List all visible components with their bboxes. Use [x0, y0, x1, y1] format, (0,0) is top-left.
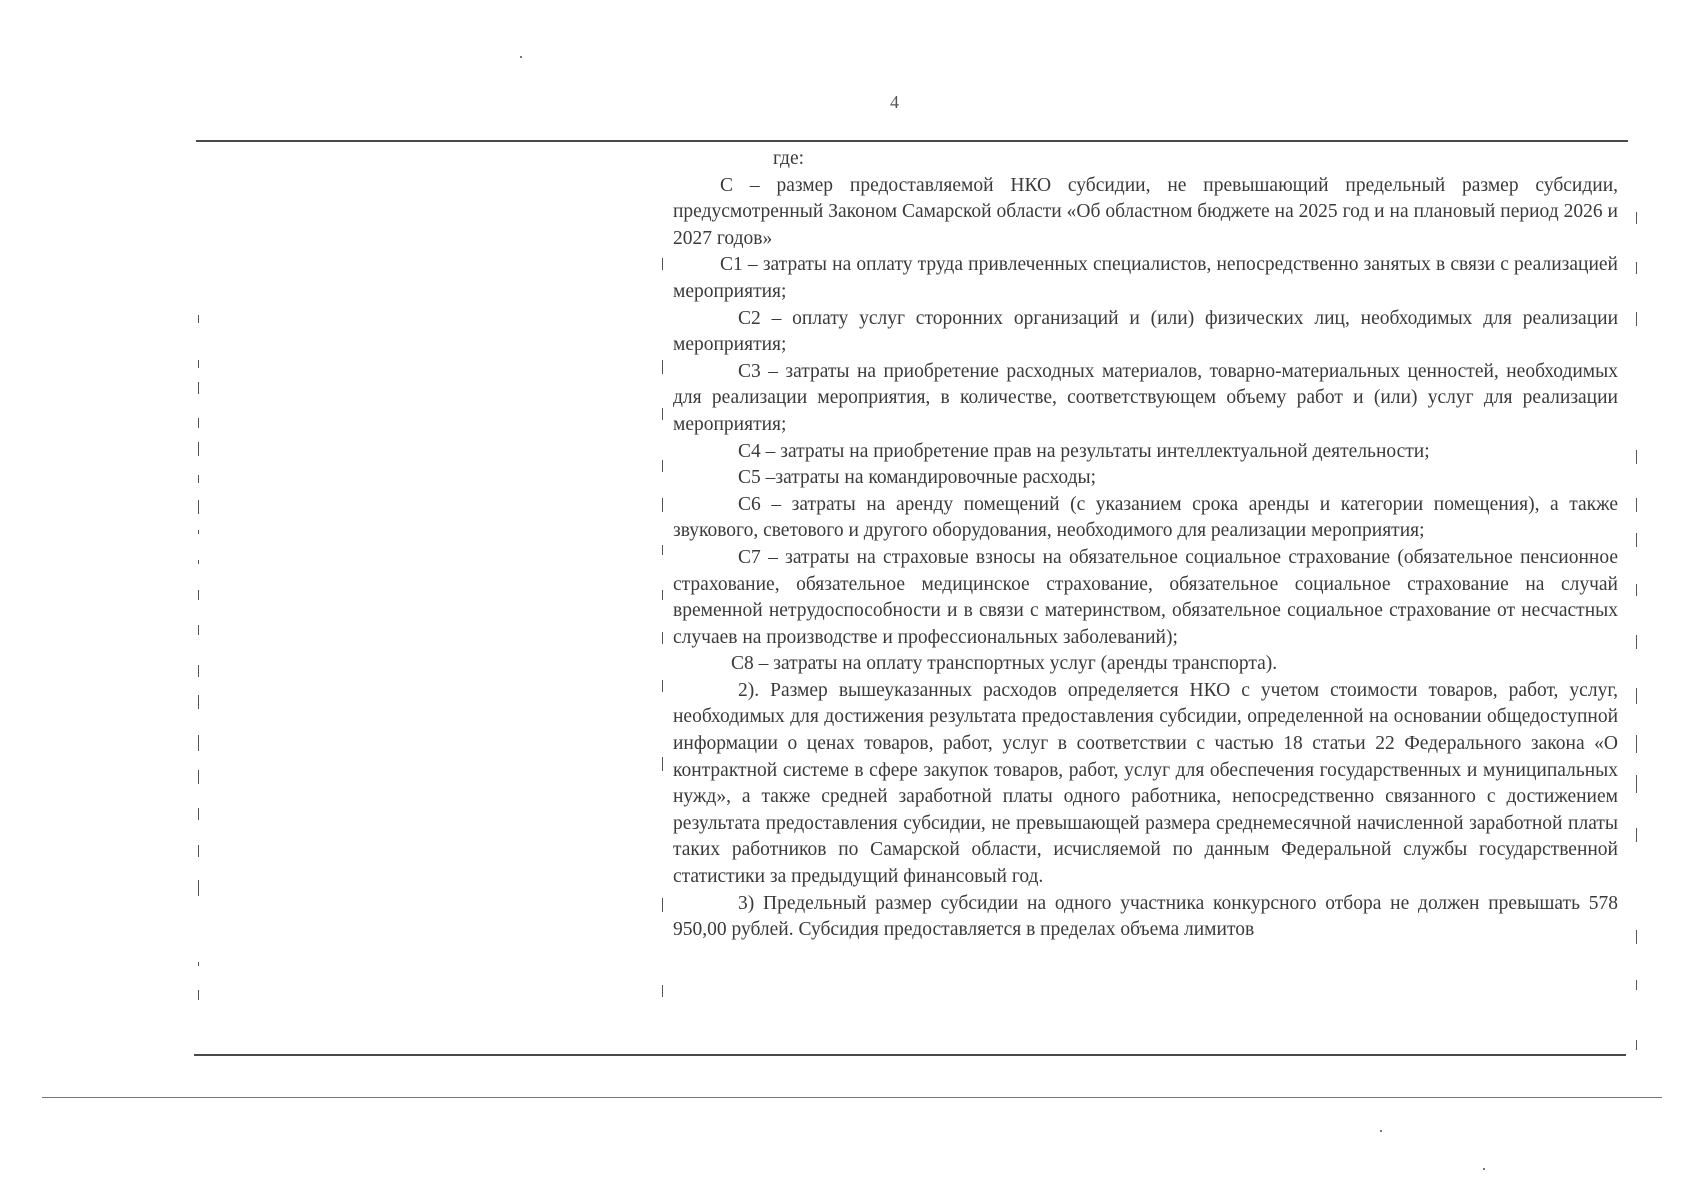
- scan-mark: [198, 625, 199, 635]
- scan-mark: [1636, 930, 1637, 944]
- scan-mark: [662, 680, 663, 692]
- scan-mark: [1636, 584, 1637, 596]
- scan-mark: [662, 498, 663, 512]
- scan-mark: [662, 590, 663, 600]
- scan-mark: [662, 460, 663, 472]
- scan-mark: [1636, 533, 1637, 547]
- scan-mark: [662, 632, 663, 644]
- scan-mark: [1636, 312, 1637, 326]
- scan-mark: [198, 560, 199, 564]
- scan-mark: [1636, 635, 1637, 649]
- scan-dot: [520, 56, 522, 58]
- paragraph-c5: С5 –затраты на командировочные расходы;: [738, 467, 1097, 489]
- scan-mark: [198, 808, 199, 820]
- top-rule: [196, 140, 1628, 142]
- scan-mark: [198, 442, 199, 456]
- scan-mark: [1636, 262, 1637, 274]
- scan-mark: [662, 545, 663, 555]
- scan-mark: [198, 735, 199, 751]
- paragraph-c3: С3 – затраты на приобретение расходных материалов, товарно-материальных ценностей, необходимых для реализации мероприятия, в количестве, соответствующем объему работ и (или) услуг для реализации мероприятия;: [673, 360, 1618, 435]
- scan-mark: [1636, 1040, 1637, 1050]
- scan-mark: [1636, 212, 1637, 224]
- scan-mark: [198, 880, 199, 896]
- scan-mark: [198, 695, 199, 709]
- paragraph-c1: С1 – затраты на оплату труда привлеченных специалистов, непосредственно занятых в связи с реализацией мероприятия;: [673, 254, 1618, 302]
- scan-mark: [198, 418, 199, 428]
- scan-mark: [198, 665, 199, 677]
- scan-mark: [198, 770, 199, 784]
- scan-mark: [198, 590, 199, 600]
- page-number: 4: [890, 92, 899, 112]
- scan-mark: [1636, 775, 1637, 793]
- scan-mark: [662, 898, 663, 912]
- scan-mark: [198, 500, 199, 514]
- scan-mark: [1636, 828, 1637, 842]
- paragraph-c8: С8 – затраты на оплату транспортных услуг (аренды транспорта).: [731, 653, 1278, 675]
- scan-mark: [662, 360, 663, 374]
- scan-mark: [198, 962, 199, 966]
- scan-mark: [198, 530, 199, 534]
- scan-mark: [662, 985, 663, 997]
- scan-mark: [1636, 450, 1637, 464]
- paragraph-c4: С4 – затраты на приобретение прав на результаты интеллектуальной деятельности;: [738, 440, 1430, 462]
- paragraph-point-2: 2). Размер вышеуказанных расходов определяется НКО с учетом стоимости товаров, работ, услуг, необходимых для достижения результата предоставления субсидии, определенной на основании общедоступной информации о ценах товаров, работ, услуг в соответствии с частью 18 статьи 22 Федерального закона «О контрактной системе в сфере закупок товаров, работ, услуг для обеспечения государственных и муниципальных нужд», а также средней заработной платы одного работника, непосредственно связанного с достижением результата предоставления субсидии, не превышающей размера среднемесячной начисленной заработной платы таких работников по Самарской области, исчисляемой по данным Федеральной службы государственной статистики за предыдущий финансовый год.: [673, 679, 1618, 888]
- paragraph-c7: С7 – затраты на страховые взносы на обязательное социальное страхование (обязательное пенсионное страхование, обязательное медицинское страхование, обязательное социальное страхование на случай временной нетрудоспособности и в связи с материнством, обязательное социальное страхование от несчастных случаев на производстве и профессиональных заболеваний);: [673, 546, 1618, 648]
- body-text: [673, 146, 1618, 944]
- scan-mark: [198, 845, 199, 857]
- paragraph-c: С – размер предоставляемой НКО субсидии, не превышающий предельный размер субсидии, предусмотренный Законом Самарской области «Об областном бюджете на 2025 год и на плановый период 2026 и 2027 годов»: [673, 174, 1618, 249]
- paragraph-c6: С6 – затраты на аренду помещений (с указанием срока аренды и категории помещения), а также звукового, светового и другого оборудования, необходимого для реализации мероприятия;: [673, 493, 1618, 542]
- scan-mark: [198, 382, 199, 394]
- paragraph-point-3: 3) Предельный размер субсидии на одного участника конкурсного отбора не должен превышать 578 950,00 рублей. Субсидия предоставляется в пределах объема лимитов: [673, 892, 1618, 941]
- scan-mark: [662, 408, 663, 420]
- scan-mark: [1636, 688, 1637, 704]
- scan-mark: [1636, 980, 1637, 990]
- paragraph-where: где:: [773, 148, 805, 169]
- scan-mark: [662, 258, 663, 270]
- scan-dot: [1483, 1168, 1485, 1170]
- bottom-rule: [194, 1054, 1626, 1056]
- scan-dot: [1380, 1130, 1382, 1132]
- scan-mark: [198, 475, 199, 483]
- paragraph-c2: С2 – оплату услуг сторонних организаций и (или) физических лиц, необходимых для реализации мероприятия;: [673, 307, 1618, 356]
- scan-edge-line: [42, 1097, 1662, 1098]
- scan-mark: [198, 360, 199, 368]
- scan-mark: [198, 990, 199, 1000]
- scan-mark: [1636, 735, 1637, 753]
- scan-mark: [198, 315, 199, 323]
- scan-mark: [662, 757, 663, 771]
- scan-mark: [1636, 498, 1637, 512]
